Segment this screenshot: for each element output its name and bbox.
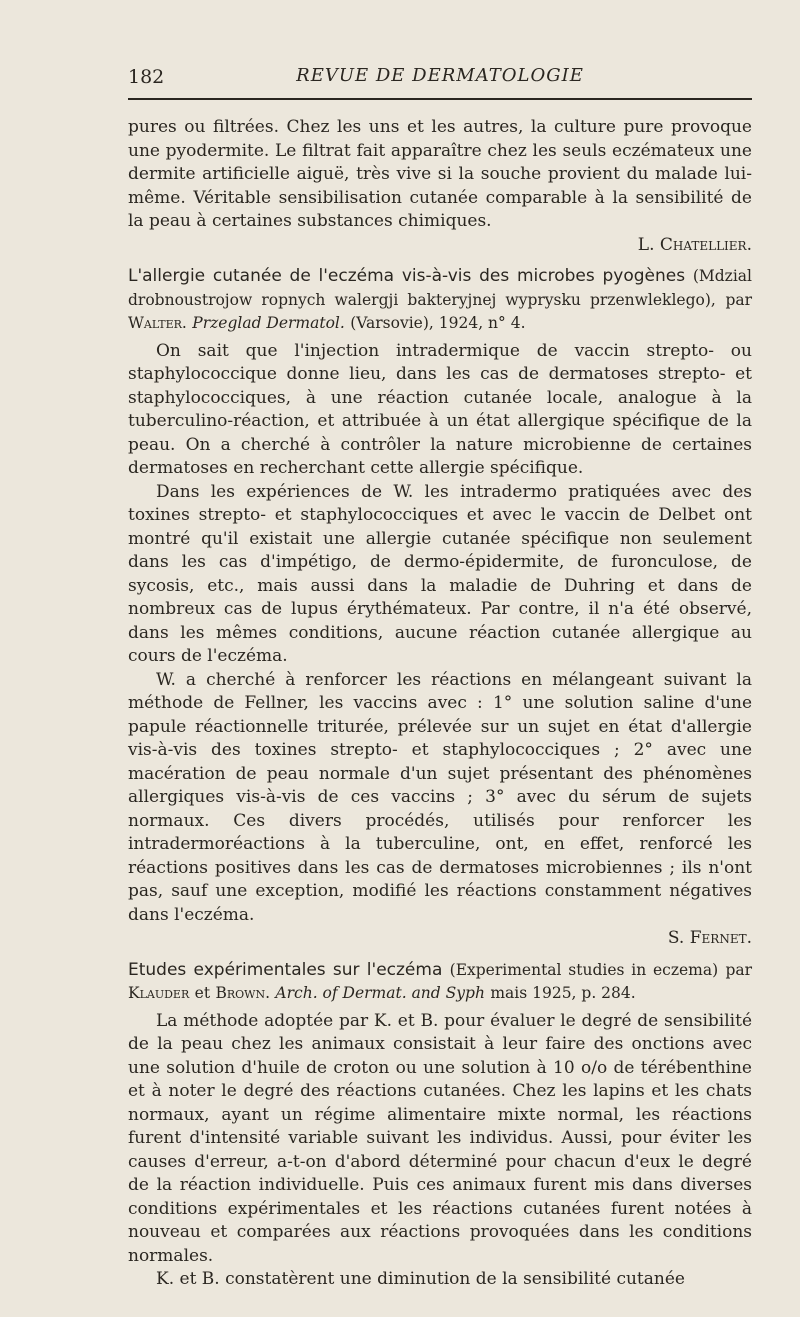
article2-ref-author: Walter. — [128, 314, 187, 332]
article2-title: L'allergie cutanée de l'eczéma vis-à-vis des microbes pyogènes — [128, 266, 686, 286]
running-header — [128, 62, 752, 100]
article1-signature: L. Chatellier. — [637, 234, 752, 255]
article3-ref-details: mais 1925, p. 284. — [490, 984, 636, 1002]
article1-tail-text: pures ou filtrées. Chez les uns et les autres, la culture pure provoque une pyodermite. Le filtrat fait apparaître chez les seuls eczémateux une dermite artificielle aiguë, très vive si la souche provient du malade lui-même. Véritable sensibilisation cutanée comparable à la sensibilité de la peau à certaines substances chimiques. — [128, 117, 752, 231]
article2-signature: S. Fernet. — [667, 928, 752, 948]
article2-paragraph: W. a cherché à renforcer les réactions en mélangeant suivant la méthode de Fellner, les vaccins avec : 1° une solution saline d'une papule réactionnelle triturée, prélevée sur un sujet en état d'allergie vis-à-vis des toxines strepto- et staphylococciques ; 2° avec une macération de peau normale d'un sujet présentant des phénomènes allergiques vis-à-vis de ces vaccins ; 3° avec du sérum de sujets normaux. Ces divers procédés, utilisés pour renforcer les intradermoréactions à la tuberculine, ont, en effet, renforcé les réactions positives dans les cas de dermatoses microbiennes ; ils n'ont pas, sauf une exception, modifié les réactions constamment négatives dans l'eczéma. — [128, 669, 752, 925]
article3-heading — [128, 959, 752, 1006]
article2-ref-par: par — [725, 290, 753, 309]
article3-ref-et: et — [194, 984, 211, 1002]
article2-paragraph: On sait que l'injection intradermique de vaccin strepto- ou staphylococcique donne lieu, dans les cas de dermatoses strepto- et staphylococciques, à une réaction cutanée locale, analogue à la tuberculino-réaction, et attribuée à un état allergique spécifique de la peau. On a cherché à contrôler la nature microbienne de certaines dermatoses en recherchant cette allergie spécifique. — [128, 340, 752, 478]
article2-paragraph: Dans les expériences de W. les intradermo pratiquées avec des toxines strepto- et staphylococciques et avec le vaccin de Delbet ont montré qu'il existait une allergie cutanée spécifique non seulement dans les cas d'impétigo, de dermo-épidermite, de furonculose, de sycosis, etc., mais aussi dans la maladie de Duhring et dans de nombreux cas de lupus érythémateux. Par contre, il n'a été observé, dans les mêmes conditions, aucune réaction cutanée allergique au cours de l'eczéma. — [128, 481, 752, 666]
page-body — [128, 116, 752, 1292]
journal-title: REVUE DE DERMATOLOGIE — [296, 65, 584, 86]
article3-ref-original: (Experimental studies in eczema) — [449, 960, 719, 979]
article3-paragraph: K. et B. constatèrent une diminution de la sensibilité cutanée — [156, 1269, 685, 1289]
article2-ref-original: (Mdzial drobnoustrojow ropnych walergji bakteryjnej wyprysku przenwleklego), — [128, 267, 753, 309]
article3-title: Etudes expérimentales sur l'eczéma — [128, 959, 443, 980]
article3-ref-author1: Klauder — [128, 984, 190, 1002]
article2-heading — [128, 265, 752, 336]
article3-ref-author2: Brown. — [215, 984, 271, 1002]
article2-ref-journal: Przeglad Dermatol. — [192, 314, 345, 332]
article3-ref-journal: Arch. of Dermat. and Syph — [275, 984, 485, 1002]
article3-ref-par: par — [725, 960, 753, 979]
page-number: 182 — [128, 66, 165, 88]
article3-paragraph: La méthode adoptée par K. et B. pour évaluer le degré de sensibilité de la peau chez les animaux consistait à leur faire des onctions avec une solution d'huile de croton ou une solution à 10 o/o de térébenthine et à noter le degré des réactions cutanées. Chez les lapins et les chats normaux, ayant un régime alimentaire mixte normal, les réactions furent d'intensité variable suivant les individus. Aussi, pour éviter les causes d'erreur, a-t-on d'abord déterminé pour chacun d'eux le degré de la réaction individuelle. Puis ces animaux furent mis dans diverses conditions expérimentales et les réactions cutanées furent notées à nouveau et comparées aux réactions provoquées dans les conditions normales. — [128, 1010, 752, 1266]
article2-ref-details: (Varsovie), 1924, n° 4. — [350, 314, 526, 332]
